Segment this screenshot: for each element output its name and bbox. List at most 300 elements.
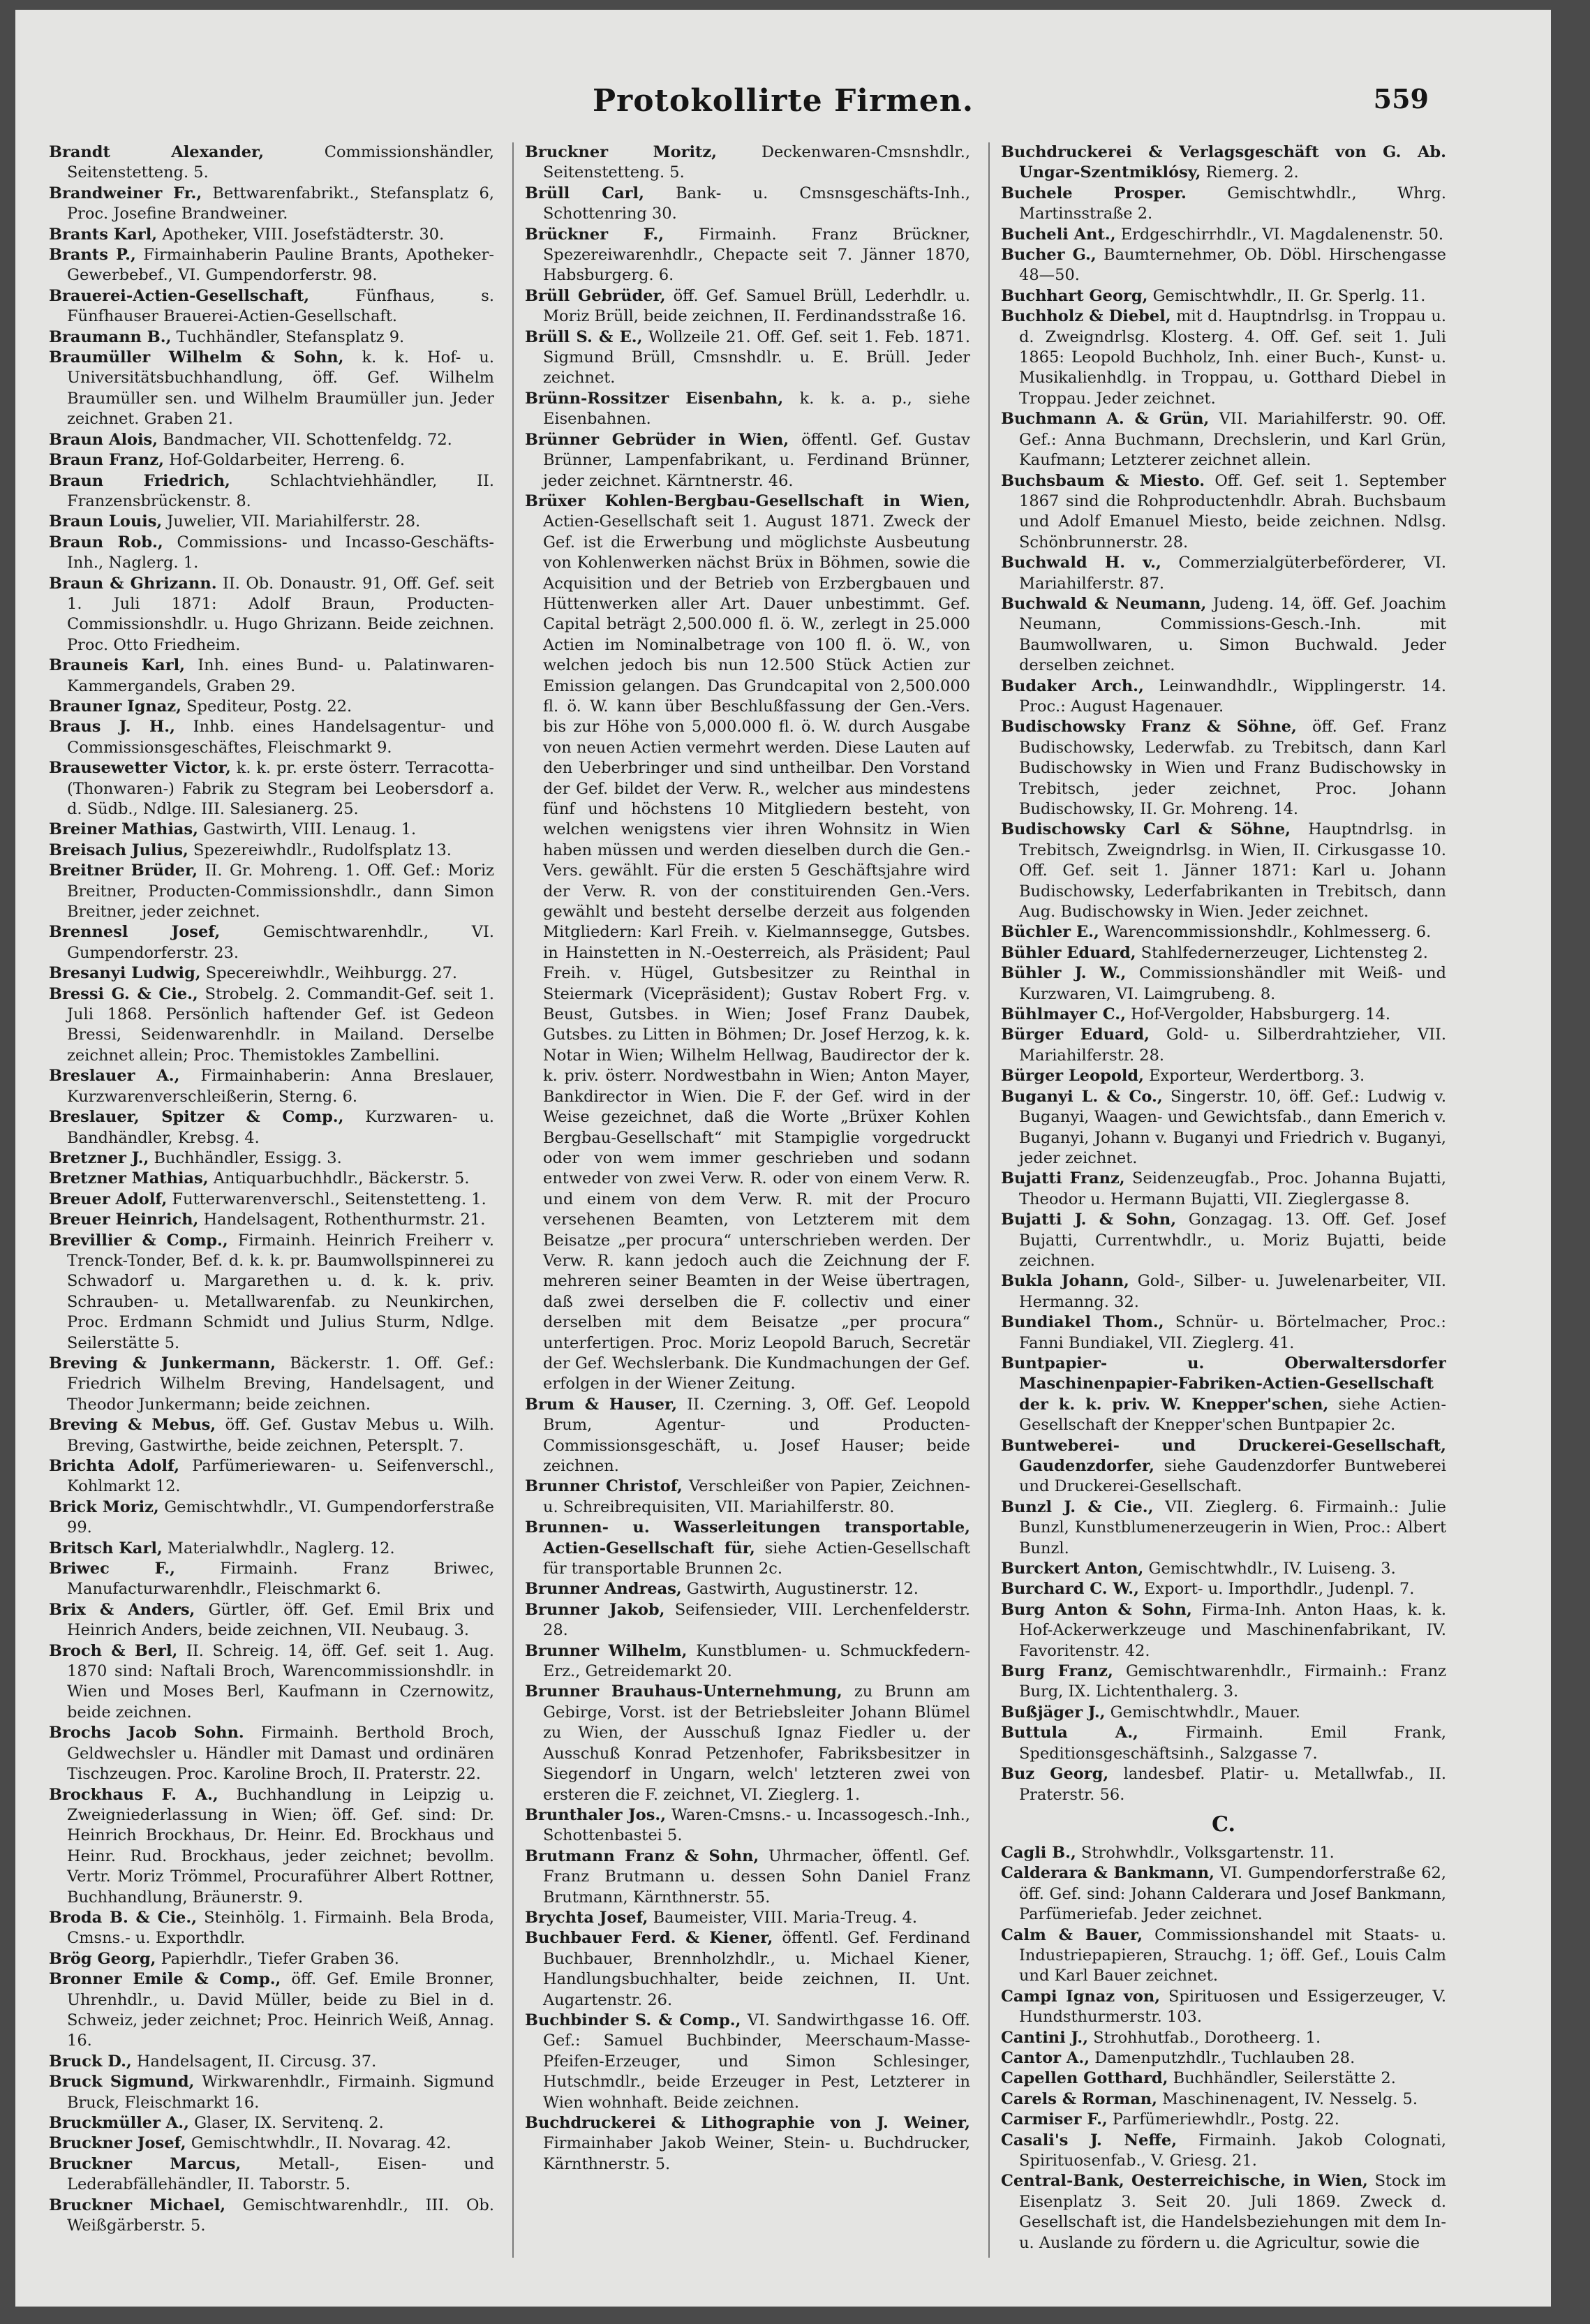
firm-name: Buchbauer Ferd. & Kiener, xyxy=(525,1929,773,1948)
firm-details: Schlachtviehhändler, II. Franzensbrückenstr. 8. xyxy=(67,471,494,510)
page xyxy=(15,10,1551,2307)
firm-details: Inhb. eines Handelsagentur- und Commissionsgeschäftes, Fleischmarkt 9. xyxy=(67,718,494,757)
firm-name: Brandweiner Fr., xyxy=(49,184,202,202)
directory-entry xyxy=(49,1354,494,1415)
firm-details: Gold-, Silber- u. Juwelenarbeiter, VII. Hermanng. 32. xyxy=(1019,1272,1446,1311)
firm-details: k. k. pr. erste österr. Terracotta-(Thonwaren-) Fabrik zu Stegram bei Leobersdorf a. d. Südb., Ndlge. III. Salesianerg. 25. xyxy=(67,759,494,818)
column-rule xyxy=(988,142,990,2258)
firm-name: Brüll Gebrüder, xyxy=(525,286,666,305)
firm-name: Bretzner Mathias, xyxy=(49,1169,209,1188)
directory-entry xyxy=(49,1231,494,1354)
firm-name: Cagli B., xyxy=(1001,1843,1076,1862)
directory-entry xyxy=(49,184,494,225)
firm-details: Commissionshändler, Seitenstetteng. 5. xyxy=(67,143,494,182)
directory-entry xyxy=(49,1969,494,2052)
firm-name: Bronner Emile & Comp., xyxy=(49,1970,281,1989)
directory-entry xyxy=(49,142,494,184)
firm-details: Spirituosen und Essigerzeuger, V. Hundsthurmerstr. 103. xyxy=(1019,1987,1446,2027)
directory-entry xyxy=(1001,676,1446,718)
firm-details: Buchhändler, Seilerstätte 2. xyxy=(1173,2069,1396,2088)
directory-entry xyxy=(525,184,970,225)
firm-name: Bühler J. W., xyxy=(1001,964,1127,983)
directory-entry xyxy=(49,1949,494,1969)
firm-details: öffentl. Gef. Gustav Brünner, Lampenfabrikant, u. Ferdinand Brünner, jeder zeichnet. Kärntnerstr. 46. xyxy=(543,430,970,490)
directory-entry xyxy=(49,450,494,471)
directory-entry xyxy=(49,1190,494,1210)
firm-details: Firmainh. Jakob Colognati, Spirituosenfab., V. Griesg. 21. xyxy=(1019,2131,1446,2170)
firm-name: Brüll Carl, xyxy=(525,184,644,202)
firm-details: VII. Zieglerg. 6. Firmainh.: Julie Bunzl, Kunstblumenerzeugerin in Wien, Proc.: Albert Bunzl. xyxy=(1019,1497,1446,1557)
firm-name: Bruckmüller A., xyxy=(49,2114,189,2132)
directory-entry xyxy=(49,574,494,656)
firm-details: öff. Gef. Franz Budischowsky, Lederwfab. zu Trebitsch, dann Karl Budischowsky in Wien und Franz Budischowsky in Trebitsch, jeder zeichnet, Proc. Johann Budischowsky, II. Gr. Mohreng. 14. xyxy=(1019,718,1446,818)
firm-name: Bucher G., xyxy=(1001,246,1097,265)
firm-name: Brünner Gebrüder in Wien, xyxy=(525,430,789,449)
firm-details: Commissionshändler mit Weiß- und Kurzwaren, VI. Laimgrubeng. 8. xyxy=(1019,964,1446,1003)
directory-entry xyxy=(49,1107,494,1148)
firm-name: Breuer Heinrich, xyxy=(49,1211,199,1229)
firm-details: siehe Gaudenzdorfer Buntweberei und Druckerei-Gesellschaft. xyxy=(1019,1457,1446,1496)
firm-name: Central-Bank, Oesterreichische, in Wien, xyxy=(1001,2172,1368,2191)
firm-details: landesbef. Platir- u. Metallwfab., II. Praterstr. 56. xyxy=(1019,1765,1446,1804)
directory-entry xyxy=(49,1456,494,1497)
directory-entry xyxy=(525,1928,970,2011)
directory-entry xyxy=(1001,1169,1446,1210)
directory-entry xyxy=(1001,1863,1446,1925)
firm-details: Handelsagent, Rothenthurmstr. 21. xyxy=(203,1211,486,1229)
directory-entry xyxy=(49,984,494,1067)
directory-entry xyxy=(525,1476,970,1518)
firm-name: Brick Moriz, xyxy=(49,1497,159,1516)
firm-name: Buganyi L. & Co., xyxy=(1001,1087,1163,1106)
firm-details: Parfümeriewaren- u. Seifenverschl., Kohlmarkt 12. xyxy=(67,1457,494,1496)
firm-name: Burckert Anton, xyxy=(1001,1560,1144,1578)
firm-name: Brants P., xyxy=(49,246,136,265)
firm-name: Budaker Arch., xyxy=(1001,676,1144,695)
directory-entry xyxy=(525,225,970,286)
firm-details: Maschinenagent, IV. Nesselg. 5. xyxy=(1162,2089,1418,2108)
firm-name: Breslauer A., xyxy=(49,1067,180,1086)
directory-entry xyxy=(49,841,494,861)
firm-name: Carmiser F., xyxy=(1001,2110,1108,2129)
firm-details: Firmainhaber Jakob Weiner, Stein- u. Buchdrucker, Kärnthnerstr. 5. xyxy=(543,2134,970,2173)
firm-details: Hof-Vergolder, Habsburgerg. 14. xyxy=(1131,1005,1391,1024)
directory-entry xyxy=(49,430,494,450)
firm-name: Braun Rob., xyxy=(49,533,163,552)
firm-details: Leinwandhdlr., Wipplingerstr. 14. Proc.: August Hagenauer. xyxy=(1019,676,1446,716)
directory-entry xyxy=(525,389,970,430)
firm-details: Kurzwaren- u. Bandhändler, Krebsg. 4. xyxy=(67,1108,494,1147)
firm-name: Bruckner Michael, xyxy=(49,2196,226,2214)
firm-name: Brückner F., xyxy=(525,225,664,244)
directory-entry xyxy=(1001,1066,1446,1086)
firm-details: Hof-Goldarbeiter, Herreng. 6. xyxy=(169,451,406,470)
firm-details: Uhrmacher, öffentl. Gef. Franz Brutmann u. dessen Sohn Daniel Franz Brutmann, Kärnthnerstr. 55. xyxy=(543,1846,970,1907)
firm-name: Brix & Anders, xyxy=(49,1600,195,1619)
firm-details: II. Czerning. 3, Off. Gef. Leopold Brum, Agentur- und Producten-Commissionsgeschäft, u. Josef Hauser; beide zeichnen. xyxy=(543,1395,970,1475)
firm-details: Bettwarenfabrikt., Stefansplatz 6, Proc. Josefine Brandweiner. xyxy=(67,184,494,223)
firm-details: Commerzialgüterbeförderer, VI. Mariahilferstr. 87. xyxy=(1019,554,1446,593)
firm-details: Bäckerstr. 1. Off. Gef.: Friedrich Wilhelm Breving, Handelsagent, und Theodor Junkermann; beide zeichnen. xyxy=(67,1354,494,1414)
firm-details: Erdgeschirrhdlr., VI. Magdalenenstr. 50. xyxy=(1120,225,1444,244)
firm-name: Calm & Bauer, xyxy=(1001,1925,1143,1944)
firm-details: Specereiwhdlr., Weihburgg. 27. xyxy=(205,964,458,983)
firm-name: Bujatti Franz, xyxy=(1001,1169,1125,1188)
directory-entry xyxy=(49,1169,494,1189)
directory-entry xyxy=(49,1723,494,1784)
firm-name: Broch & Berl, xyxy=(49,1641,178,1660)
directory-entry xyxy=(525,1600,970,1641)
directory-entry xyxy=(1001,1210,1446,1271)
directory-entry xyxy=(1001,245,1446,286)
firm-name: Breuer Adolf, xyxy=(49,1190,168,1208)
firm-name: Bretzner J., xyxy=(49,1148,149,1167)
directory-entry xyxy=(1001,1987,1446,2028)
directory-entry xyxy=(49,1559,494,1600)
section-letter: C. xyxy=(1212,1812,1235,1837)
firm-name: Braumüller Wilhelm & Sohn, xyxy=(49,348,344,367)
directory-entry xyxy=(1001,963,1446,1005)
firm-details: Firmainhaberin Pauline Brants, Apotheker-Gewerbebef., VI. Gumpendorferstr. 98. xyxy=(67,246,494,285)
firm-name: Brüll S. & E., xyxy=(525,327,643,346)
firm-name: Capellen Gotthard, xyxy=(1001,2069,1168,2088)
firm-name: Braus J. H., xyxy=(49,718,175,737)
directory-entry xyxy=(1001,1703,1446,1723)
directory-entry xyxy=(1001,922,1446,942)
firm-name: Bresanyi Ludwig, xyxy=(49,964,201,983)
firm-details: Gastwirth, VIII. Lenaug. 1. xyxy=(203,820,417,839)
firm-name: Brauner Ignaz, xyxy=(49,697,181,716)
firm-name: Campi Ignaz von, xyxy=(1001,1987,1161,2006)
directory-entry xyxy=(525,1805,970,1846)
firm-name: Buchwald & Neumann, xyxy=(1001,594,1207,613)
firm-details: siehe Actien-Gesellschaft der Knepper'schen Buntpapier 2c. xyxy=(1019,1395,1446,1435)
directory-entry xyxy=(1001,1843,1446,1863)
directory-entry xyxy=(49,1210,494,1230)
firm-name: Bujatti J. & Sohn, xyxy=(1001,1211,1177,1229)
firm-name: Brunner Christof, xyxy=(525,1477,683,1496)
firm-name: Bühler Eduard, xyxy=(1001,943,1136,962)
page-title: Protokollirte Firmen. xyxy=(592,83,974,119)
firm-details: Off. Gef. seit 1. September 1867 sind die Rohproductenhdlr. Abrah. Buchsbaum und Adolf Emanuel Miesto, beide zeichnen. Ndlsg. Schönbrunnerstr. 28. xyxy=(1019,471,1446,552)
firm-name: Buchdruckerei & Verlagsgeschäft von G. Ab. Ungar-Szentmiklósy, xyxy=(1001,143,1446,182)
directory-entry xyxy=(49,1497,494,1539)
directory-entry xyxy=(49,2196,494,2237)
firm-name: Bruckner Josef, xyxy=(49,2134,186,2153)
directory-entry xyxy=(1001,2089,1446,2110)
firm-name: Bucheli Ant., xyxy=(1001,225,1116,244)
firm-details: Schnür- u. Börtelmacher, Proc.: Fanni Bundiakel, VII. Zieglerg. 41. xyxy=(1019,1313,1446,1352)
directory-entry xyxy=(1001,1005,1446,1025)
directory-entry xyxy=(1001,2068,1446,2089)
firm-name: Breving & Junkermann, xyxy=(49,1354,276,1372)
directory-entry xyxy=(49,225,494,245)
directory-entry xyxy=(525,1579,970,1599)
firm-name: Braun & Ghrizann. xyxy=(49,574,217,593)
firm-details: Singerstr. 10, öff. Gef.: Ludwig v. Buganyi, Waagen- und Gewichtsfab., dann Emerich v. Buganyi, Johann v. Buganyi und Friedrich v. Buganyi, jeder zeichnet. xyxy=(1019,1087,1446,1167)
directory-entry xyxy=(49,512,494,532)
firm-name: Brants Karl, xyxy=(49,225,158,244)
firm-details: Judeng. 14, öff. Gef. Joachim Neumann, Commissions-Gesch.-Inh. mit Baumwollwaren, u. Simon Buchwald. Jeder derselben zeichnet. xyxy=(1019,594,1446,675)
firm-details: Apotheker, VIII. Josefstädterstr. 30. xyxy=(162,225,445,244)
firm-details: Gold- u. Silberdrahtzieher, VII. Mariahilferstr. 28. xyxy=(1019,1026,1446,1065)
firm-details: Strobelg. 2. Commandit-Gef. seit 1. Juli 1868. Persönlich haftender Gef. ist Gedeon Bressi, Seidenwarenhdlr. in Mailand. Derselbe zeichnet allein; Proc. Themistokles Zambellini. xyxy=(67,984,494,1065)
firm-name: Brockhaus F. A., xyxy=(49,1785,218,1804)
firm-name: Brüxer Kohlen-Bergbau-Gesellschaft in Wien, xyxy=(525,491,970,510)
firm-name: Brandt Alexander, xyxy=(49,143,265,161)
directory-entry xyxy=(49,533,494,574)
firm-details: Kunstblumen- u. Schmuckfedern-Erz., Getreidemarkt 20. xyxy=(543,1641,970,1681)
directory-entry xyxy=(49,1600,494,1641)
firm-details: Export- u. Importhdlr., Judenpl. 7. xyxy=(1144,1580,1415,1599)
directory-entry xyxy=(525,327,970,389)
directory-entry xyxy=(49,717,494,758)
firm-details: Warencommissionshdlr., Kohlmesserg. 6. xyxy=(1104,923,1432,942)
directory-entry xyxy=(49,1148,494,1169)
page-number: 559 xyxy=(1373,83,1429,114)
directory-entry xyxy=(525,286,970,327)
firm-details: II. Schreig. 14, öff. Gef. seit 1. Aug. 1870 sind: Naftali Broch, Warencommissionshdlr. in Wien und Moses Berl, Kaufmann in Czernowitz, beide zeichnen. xyxy=(67,1641,494,1722)
firm-name: Carels & Rorman, xyxy=(1001,2089,1157,2108)
firm-name: Breitner Brüder, xyxy=(49,861,198,880)
firm-details: Gonzagag. 13. Off. Gef. Josef Bujatti, Currentwhdlr., u. Moriz Bujatti, beide zeichnen. xyxy=(1019,1211,1446,1270)
directory-entry xyxy=(1001,1559,1446,1579)
column-rule xyxy=(512,142,514,2258)
directory-entry xyxy=(49,471,494,512)
firm-name: Braun Friedrich, xyxy=(49,471,230,490)
firm-details: Wirkwarenhdlr., Firmainh. Sigmund Bruck, Fleischmarkt 16. xyxy=(67,2073,494,2112)
directory-entry xyxy=(525,142,970,184)
firm-details: Buchhändler, Essigg. 3. xyxy=(154,1148,342,1167)
directory-entry xyxy=(1001,225,1446,245)
directory-entry xyxy=(49,1641,494,1724)
firm-name: Britsch Karl, xyxy=(49,1539,163,1557)
directory-entry xyxy=(49,286,494,327)
firm-name: Bruck D., xyxy=(49,2052,132,2071)
firm-details: öff. Gef. Gustav Mebus u. Wilh. Breving, Gastwirthe, beide zeichnen, Petersplt. 7. xyxy=(67,1416,494,1455)
firm-name: Brunner Andreas, xyxy=(525,1580,682,1599)
firm-details: Gemischtwhdlr., Whrg. Martinsstraße 2. xyxy=(1019,184,1446,223)
directory-entry xyxy=(525,1518,970,1579)
firm-name: Burg Anton & Sohn, xyxy=(1001,1600,1192,1619)
firm-name: Braumann B., xyxy=(49,327,172,346)
firm-details: Firmainh. Franz Briwec, Manufacturwarenhdlr., Fleischmarkt 6. xyxy=(67,1560,494,1599)
firm-details: Gemischtwhdlr., II. Novarag. 42. xyxy=(191,2134,452,2153)
directory-entry xyxy=(49,656,494,697)
directory-entry xyxy=(525,1908,970,1928)
directory-entry xyxy=(525,1395,970,1477)
directory-entry xyxy=(1001,2048,1446,2068)
firm-name: Burchard C. W., xyxy=(1001,1580,1139,1599)
firm-name: Bruckner Marcus, xyxy=(49,2154,242,2173)
directory-entry xyxy=(49,1539,494,1559)
directory-entry xyxy=(1001,1661,1446,1703)
firm-details: II. Gr. Mohreng. 1. Off. Gef.: Moriz Breitner, Producten-Commissionshdlr., dann Simon Breitner, jeder zeichnet. xyxy=(67,861,494,922)
firm-details: Seifensieder, VIII. Lerchenfelderstr. 28. xyxy=(543,1600,970,1640)
firm-details: Spediteur, Postg. 22. xyxy=(186,697,352,716)
column-middle xyxy=(525,142,970,2279)
directory-entry xyxy=(1001,1600,1446,1661)
firm-details: Papierhdlr., Tiefer Graben 36. xyxy=(161,1949,399,1968)
firm-details: k. k. a. p., siehe Eisenbahnen. xyxy=(543,389,970,429)
firm-name: Buchholz & Diebel, xyxy=(1001,307,1171,326)
firm-name: Burg Franz, xyxy=(1001,1662,1113,1681)
firm-details: Gemischtwarenhdlr., VI. Gumpendorferstr. 23. xyxy=(67,923,494,962)
firm-name: Breiner Mathias, xyxy=(49,820,198,839)
firm-details: Waren-Cmsns.- u. Incassogesch.-Inh., Schottenbastei 5. xyxy=(543,1805,970,1845)
firm-details: Gemischtwarenhdlr., III. Ob. Weißgärberstr. 5. xyxy=(67,2196,494,2235)
directory-entry xyxy=(49,245,494,286)
firm-name: Brennesl Josef, xyxy=(49,923,221,942)
firm-name: Brychta Josef, xyxy=(525,1908,648,1927)
firm-details: Gemischtwhdlr., IV. Luiseng. 3. xyxy=(1148,1560,1396,1578)
directory-entry xyxy=(1001,2171,1446,2253)
firm-details: öffentl. Gef. Ferdinand Buchbauer, Brennholzhdlr., u. Michael Kiener, Handlungsbuchhalter, beide zeichnen, II. Unt. Augartenstr. 26. xyxy=(543,1929,970,2009)
firm-name: Brausewetter Victor, xyxy=(49,759,231,778)
firm-details: Antiquarbuchhdlr., Bäckerstr. 5. xyxy=(213,1169,470,1188)
firm-name: Buchwald H. v., xyxy=(1001,554,1161,572)
firm-details: Hauptndrlsg. in Trebitsch, Zweigndrlsg. in Wien, II. Cirkusgasse 10. Off. Gef. seit 1. Jänner 1871: Karl u. Johann Budischowsky, Lederfabrikanten in Trebitsch, dann Aug. Budischowsky in Wien. Jeder zeichnet. xyxy=(1019,820,1446,922)
directory-entry xyxy=(49,327,494,348)
firm-name: Bürger Eduard, xyxy=(1001,1026,1150,1044)
firm-details: Strohhutfab., Dorotheerg. 1. xyxy=(1093,2028,1321,2047)
directory-entry xyxy=(525,1682,970,1805)
firm-details: mit d. Hauptndrlsg. in Troppau u. d. Zweigndrlsg. Klosterg. 4. Off. Gef. seit 1. Juli 1865: Leopold Buchholz, Inh. einer Buch-, Kunst- u. Musikalienhdlg. in Troppau, u. Gotthard Diebel in Troppau. Jeder zeichnet. xyxy=(1019,307,1446,408)
firm-details: Gemischtwhdlr., Mauer. xyxy=(1110,1703,1300,1722)
firm-details: Strohwhdlr., Volksgartenstr. 11. xyxy=(1081,1843,1335,1862)
firm-details: Bank- u. Cmsnsgeschäfts-Inh., Schottenring 30. xyxy=(543,184,970,223)
firm-details: Inh. eines Bund- u. Palatinwaren-Kammergandels, Graben 29. xyxy=(67,656,494,695)
firm-name: Breslauer, Spitzer & Comp., xyxy=(49,1108,344,1127)
firm-name: Buntweberei- und Druckerei-Gesellschaft, Gaudenzdorfer, xyxy=(1001,1436,1446,1475)
firm-name: Brichta Adolf, xyxy=(49,1457,180,1475)
firm-details: Fünfhaus, s. Fünfhauser Brauerei-Actien-Gesellschaft. xyxy=(67,286,494,326)
firm-details: Firma-Inh. Anton Haas, k. k. Hof-Ackerwerkzeuge und Maschinenfabrikant, IV. Favoritenstr. 42. xyxy=(1019,1600,1446,1660)
firm-details: Juwelier, VII. Mariahilferstr. 28. xyxy=(167,512,421,531)
firm-details: VII. Mariahilferstr. 90. Off. Gef.: Anna Buchmann, Drechslerin, und Karl Grün, Kaufmann; Letzterer zeichnet allein. xyxy=(1019,410,1446,470)
firm-name: Brög Georg, xyxy=(49,1949,156,1968)
firm-name: Bühlmayer C., xyxy=(1001,1005,1126,1024)
firm-details: VI. Gumpendorferstraße 62, öff. Gef. sind: Johann Calderara und Josef Bankmann, Parfümeriefab. Jeder zeichnet. xyxy=(1019,1864,1446,1924)
firm-details: Exporteur, Werdertborg. 3. xyxy=(1149,1067,1365,1086)
firm-details: Commissions- und Incasso-Geschäfts-Inh., Naglerg. 1. xyxy=(67,533,494,572)
firm-details: Futterwarenverschl., Seitenstetteng. 1. xyxy=(172,1190,486,1208)
firm-name: Buttula A., xyxy=(1001,1724,1138,1742)
firm-name: Braun Louis, xyxy=(49,512,163,531)
firm-details: Gemischtwhdlr., II. Gr. Sperlg. 11. xyxy=(1152,286,1426,305)
firm-name: Bruck Sigmund, xyxy=(49,2073,195,2092)
firm-details: Parfümeriewhdlr., Postg. 22. xyxy=(1112,2110,1339,2129)
directory-entry xyxy=(49,1785,494,1908)
firm-name: Brunthaler Jos., xyxy=(525,1805,667,1824)
firm-name: Brünn-Rossitzer Eisenbahn, xyxy=(525,389,784,408)
firm-name: Briwec F., xyxy=(49,1560,175,1578)
firm-name: Casali's J. Neffe, xyxy=(1001,2131,1177,2149)
firm-name: Bressi G. & Cie., xyxy=(49,984,198,1003)
directory-entry xyxy=(1001,820,1446,922)
firm-details: Verschleißer von Papier, Zeichnen- u. Schreibrequisiten, VII. Mariahilferstr. 80. xyxy=(543,1477,970,1516)
firm-details: Bandmacher, VII. Schottenfeldg. 72. xyxy=(163,430,452,449)
firm-name: Brum & Hauser, xyxy=(525,1395,678,1414)
firm-details: Deckenwaren-Cmsnshdlr., Seitenstetteng. 5. xyxy=(543,143,970,182)
firm-details: Spezereiwhdlr., Rudolfsplatz 13. xyxy=(193,841,452,859)
directory-entry xyxy=(1001,1925,1446,1987)
firm-details: öff. Gef. Emile Bronner, Uhrenhdlr., u. David Müller, beide zu Biel in d. Schweiz, jeder zeichnet; Proc. Heinrich Weiß, Annag. 16. xyxy=(67,1970,494,2050)
firm-name: Cantini J., xyxy=(1001,2028,1089,2047)
firm-name: Brauerei-Actien-Gesellschaft, xyxy=(49,286,310,305)
firm-name: Brochs Jacob Sohn. xyxy=(49,1724,244,1742)
directory-entry xyxy=(1001,553,1446,594)
directory-entry xyxy=(1001,1354,1446,1436)
directory-entry xyxy=(1001,1579,1446,1599)
firm-details: öff. Gef. Samuel Brüll, Lederhdlr. u. Moriz Brüll, beide zeichnen, II. Ferdinandsstraße 16. xyxy=(543,286,970,326)
firm-details: Baumternehmer, Ob. Döbl. Hirschengasse 48—50. xyxy=(1019,246,1446,285)
firm-name: Büchler E., xyxy=(1001,923,1099,942)
firm-name: Budischowsky Carl & Söhne, xyxy=(1001,820,1291,839)
directory-entry xyxy=(525,1846,970,1908)
directory-entry xyxy=(49,697,494,717)
directory-entry xyxy=(525,491,970,1395)
directory-entry xyxy=(1001,594,1446,676)
directory-entry xyxy=(1001,1436,1446,1497)
firm-name: Bukla Johann, xyxy=(1001,1272,1129,1291)
directory-entry xyxy=(49,963,494,984)
column-right xyxy=(1001,142,1446,2279)
firm-details: Materialwhdlr., Naglerg. 12. xyxy=(167,1539,395,1557)
firm-details: VI. Sandwirthgasse 16. Off. Gef.: Samuel Buchbinder, Meerschaum-Masse-Pfeifen-Erzeuger, und Simon Schlesinger, Hutschmdlr., beide Erzeuger in Pest, Letzterer in Wien wohnhaft. Beide zeichnen. xyxy=(543,2011,970,2112)
firm-details: Stock im Eisenplatz 3. Seit 20. Juli 1869. Zweck d. Gesellschaft ist, die Handelsbeziehungen mit dem In- u. Auslande zu fördern u. die Agricultur, sowie die xyxy=(1019,2172,1446,2252)
firm-name: Brunner Jakob, xyxy=(525,1600,665,1619)
directory-entry xyxy=(49,1066,494,1107)
firm-details: Firmainh. Heinrich Freiherr v. Trenck-Tonder, Bef. d. k. k. pr. Baumwollspinnerei zu Schwadorf u. Margarethen u. d. k. k. priv. Schrauben- u. Metallwarenfab. zu Neunkirchen, Proc. Erdmann Schmidt und Julius Sturm, Ndlge. Seilerstätte 5. xyxy=(67,1231,494,1352)
firm-name: Calderara & Bankmann, xyxy=(1001,1864,1214,1883)
firm-name: Brunner Brauhaus-Unternehmung, xyxy=(525,1682,842,1701)
directory-entry xyxy=(1001,1723,1446,1764)
firm-details: Commissionshandel mit Staats- u. Industriepapieren, Strauchg. 1; öff. Gef., Louis Calm und Karl Bauer zeichnet. xyxy=(1019,1925,1446,1985)
firm-name: Brunner Wilhelm, xyxy=(525,1641,688,1660)
firm-name: Brauneis Karl, xyxy=(49,656,185,675)
firm-name: Bruckner Moritz, xyxy=(525,143,717,161)
firm-details: siehe Actien-Gesellschaft für transportable Brunnen 2c. xyxy=(543,1539,970,1578)
directory-entry xyxy=(1001,184,1446,225)
directory-entry xyxy=(1001,471,1446,554)
directory-entry xyxy=(1001,1764,1446,1805)
firm-details: Stahlfedernerzeuger, Lichtensteg 2. xyxy=(1141,943,1428,962)
firm-name: Buchele Prosper. xyxy=(1001,184,1187,202)
directory-entry xyxy=(1001,717,1446,820)
firm-details: Gürtler, öff. Gef. Emil Brix und Heinrich Anders, beide zeichnen, VII. Neubaug. 3. xyxy=(67,1600,494,1640)
firm-details: Metall-, Eisen- und Lederabfällehändler, II. Taborstr. 5. xyxy=(67,2154,494,2194)
firm-name: Buchhart Georg, xyxy=(1001,286,1148,305)
firm-details: Gastwirth, Augustinerstr. 12. xyxy=(686,1580,919,1599)
directory-entry xyxy=(49,758,494,820)
firm-details: Actien-Gesellschaft seit 1. August 1871. Zweck der Gef. ist die Erwerbung und möglichste Ausbeutung von Kohlenwerken nächst Brüx in Böhmen, sowie die Acquisition und der Betrieb von Erzbergbauen und Hüttenwerken aller Art. Dauer unbestimmt. Gef. Capital beträgt 2,500.000 fl. ö. W., zerlegt in 25.000 Actien im Nominalbetrage von 100 fl. ö. W., von welchen jedoch bis nun 12.500 Stück Actien zur Emission gelangen. Das Grundcapital von 2,500.000 fl. ö. W. kann über Beschlußfassung der Gen.-Vers. bis zur Höhe von 5,000.000 fl. ö. W. durch Ausgabe von neuen Actien vermehrt werden. Diese Lauten auf den Ueberbringer und sind untheilbar. Den Vorstand der Gef. bildet der Verw. R., welcher aus mindestens fünf und höchstens 10 Mitgliedern besteht, von welchen wenigstens vier ihren Wohnsitz in Wien haben müssen und werden dieselben durch die Gen.-Vers. gewählt. Für die ersten 5 Geschäftsjahre wird der Verw. R. von der constituirenden Gen.-Vers. gewählt und besteht derselbe derzeit aus folgenden Mitgliedern: Karl Freih. v. Kielmannsegge, Gutsbes. in Hainstetten in N.-Oesterreich, als Präsident; Paul Freih. v. Hügel, Gutsbesitzer zu Reinthal in Steiermark (Vicepräsident); Gustav Robert Frg. v. Beust, Gutsbes. in Wien; Josef Franz Daubek, Gutsbes. zu Litten in Böhmen; Dr. Josef Herzog, k. k. Notar in Wien; Wilhelm Hellwag, Baudirector der k. k. priv. österr. Nordwestbahn in Wien; Anton Mayer, Bankdirector in Wien. Die F. der Gef. wird in der Weise gezeichnet, daß die Worte „Brüxer Kohlen Bergbau-Gesellschaft“ mit Stampiglie vorgedruckt oder von wem immer geschrieben und sodann entweder von zwei Verw. R. oder von einem Verw. R. und einem von dem Verw. R. mit der Procuro versehenen Beamten, von Letzterem mit dem Beisatze „per procura“ unterschrieben werden. Der Verw. R. kann jedoch auch die Zeichnung der F. mehreren seiner Beamten in der Weise übertragen, daß zwei derselben die F. collectiv und einer derselben mit dem Beisatze „per procura“ unterfertigen. Proc. Moriz Leopold Baruch, Secretär der Gef. Wechslerbank. Die Kundmachungen der Gef. erfolgen in der Wiener Zeitung. xyxy=(543,512,970,1393)
firm-name: Breisach Julius, xyxy=(49,841,188,859)
directory-entry xyxy=(1001,943,1446,963)
directory-entry xyxy=(49,922,494,963)
firm-details: k. k. Hof- u. Universitätsbuchhandlung, öff. Gef. Wilhelm Braumüller sen. und Wilhelm Braumüller jun. Jeder zeichnet. Graben 21. xyxy=(67,348,494,429)
firm-details: Buchhandlung in Leipzig u. Zweigniederlassung in Wien; öff. Gef. sind: Dr. Heinrich Brockhaus, Dr. Heinr. Ed. Brockhaus und Heinr. Rud. Brockhaus, jeder zeichnet; bevollm. Vertr. Moriz Trömmel, Procuraführer Albert Rottner, Buchhandlung, Bräunerstr. 9. xyxy=(67,1785,494,1907)
directory-entry xyxy=(49,1908,494,1949)
page-header xyxy=(15,83,1551,125)
directory-entry xyxy=(49,861,494,922)
firm-details: Glaser, IX. Servitenq. 2. xyxy=(194,2114,384,2132)
directory-entry xyxy=(49,2133,494,2154)
directory-entry xyxy=(1001,409,1446,471)
firm-details: Gemischtwhdlr., VI. Gumpendorferstraße 99. xyxy=(67,1497,494,1537)
directory-entry xyxy=(49,2113,494,2133)
firm-details: Gemischtwarenhdlr., Firmainh.: Franz Burg, IX. Lichtenthalerg. 3. xyxy=(1019,1662,1446,1701)
